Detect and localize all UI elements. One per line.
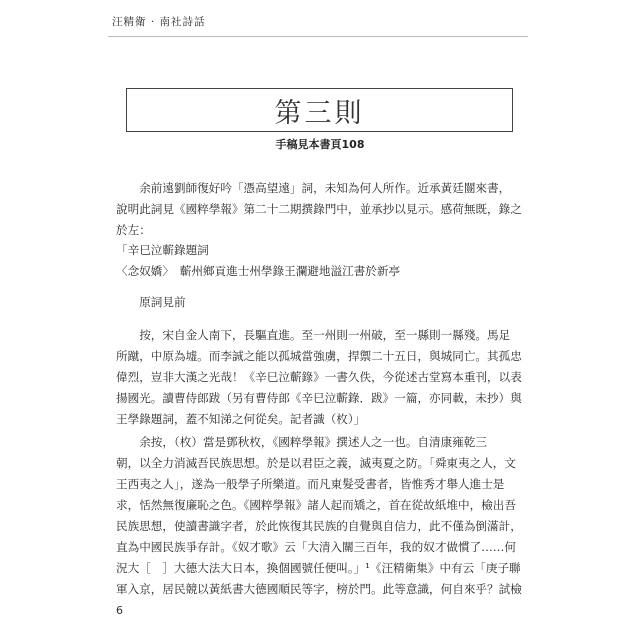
text-line: 余前遠劉師復好吟「憑高望遠」詞，未知為何人所作。近承黃廷闓來書，	[116, 181, 511, 195]
text-line: 原詞見前	[116, 295, 186, 309]
text-line: 求，恬然無復廉恥之色。《國粹學報》諸人起而矯之，首在從故紙堆中，檢出吾	[116, 498, 516, 512]
text-line: 朝，以全力消滅吾民族思想。於是以君臣之義，滅夷夏之防。「舜東夷之人，文	[116, 456, 516, 470]
text-line: 所蹴，中原為墟。而李誠之能以孤城當強虜，捍禦二十五日，與城同亡。其孤忠	[116, 349, 522, 363]
section-title-box	[126, 88, 513, 132]
text-line: 況大［ ］大德大法大日本，換個國號任便叫。」¹《汪精衛集》中有云「庚子聯	[116, 561, 521, 575]
text-line: 王學錄題詞，蓋不知涕之何從矣。記者識（枚）」	[116, 412, 366, 426]
text-line: 說明此詞見《國粹學報》第二十二期撰錄門中，並承抄以見示。感荷無既，錄之	[116, 202, 522, 216]
text-line: 余按，（枚）當是鄧秋枚，《國粹學報》撰述人之一也。自清康雍乾三	[116, 435, 487, 449]
paragraph-commentary	[116, 325, 526, 430]
text-line: 軍入京，居民競以黃紙書大德國順民等字，榜於門。此等意識，何自來乎？試檢	[116, 582, 522, 596]
text-line: 偉烈，豈非大漢之光哉！《辛巳泣蘄錄》一書久佚，今從述古堂寫本重刊，以表	[116, 370, 522, 384]
running-header: 汪精衛 · 南社詩話	[112, 16, 206, 28]
paragraph-intro	[116, 178, 526, 241]
text-line: 王西夷之人」，遂為一般學子所樂道。而凡東髮受書者，皆惟秀才舉人進士是	[116, 477, 505, 491]
text-line: 揚國光。讀曹侍郎跋（另有曹侍郎《辛巳泣蘄錄．跋》一篇，亦同載，未抄）與	[116, 391, 522, 405]
paragraph-quote-heading	[116, 240, 526, 282]
text-line: 「辛巳泣蘄錄題詞	[116, 243, 209, 257]
text-line: 〈念奴嬌〉 蘄州鄉貢進士州學錄王瀾避地溢江書於新亭	[116, 264, 401, 278]
paragraph-author-note	[116, 432, 526, 600]
header-rule	[108, 36, 528, 37]
text-line: 按，宋自金人南下，長驅直進。至一州則一州破，至一縣則一縣殘。馬足	[116, 328, 511, 342]
text-line: 民族思想，使讀書識字者，於此恢復其民族的自覺與自信力，此不僅為倒滿計，	[116, 519, 522, 533]
page-number: 6	[116, 604, 123, 617]
manuscript-reference: 手稿見本書頁108	[275, 138, 365, 151]
section-title: 第三則	[274, 97, 365, 129]
text-line: 於左：	[116, 223, 151, 237]
text-line: 直為中國民族爭存計。《奴才歌》云「大清入關三百年，我的奴才做慣了……何	[116, 540, 516, 554]
paragraph-original-note	[116, 292, 526, 313]
